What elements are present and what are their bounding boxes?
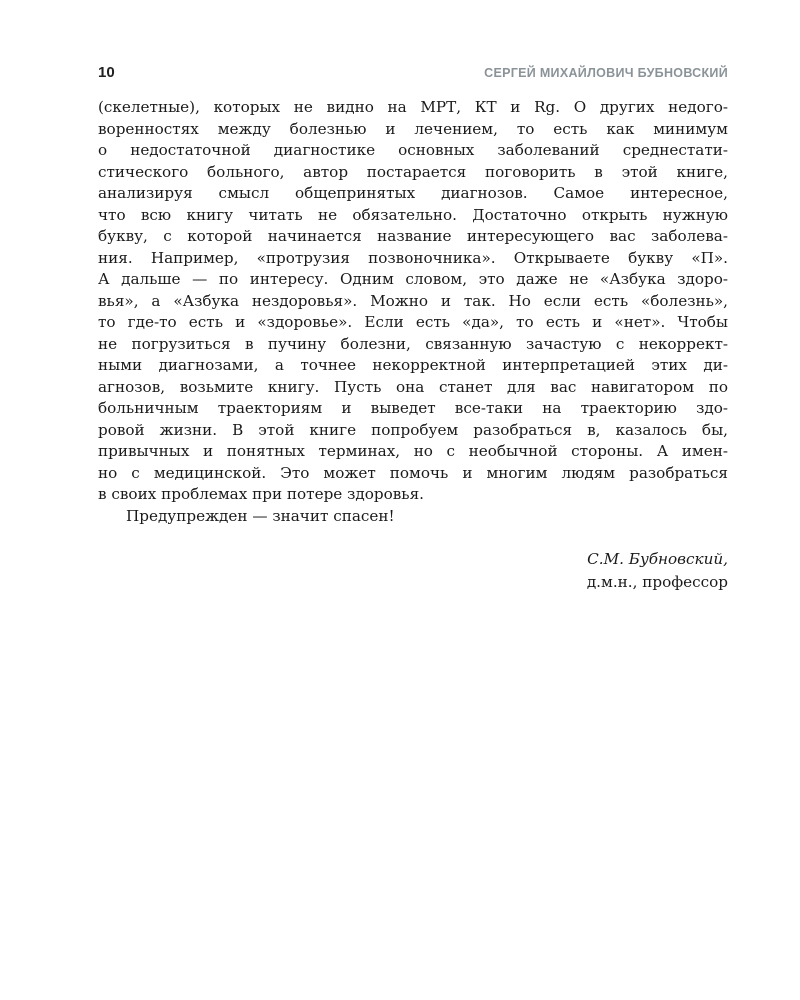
text-line: привычных и понятных терминах, но с необычной стороны. А имен- [98, 442, 728, 460]
text-line: агнозов, возьмите книгу. Пусть она станет для вас навигатором по [98, 377, 728, 396]
text-line: стического больного, автор постарается поговорить в этой книге, [98, 162, 728, 181]
text-line: анализируя смысл общепринятых диагнозов. Самое интересное, [98, 184, 728, 202]
text-line: о недостаточной диагностике основных заболеваний среднестати- [98, 141, 728, 159]
author-title: д.м.н., профессор [586, 573, 728, 591]
text-line: то где-то есть и «здоровье». Если есть «да», то есть и «нет». Чтобы [98, 313, 728, 331]
running-title: СЕРГЕЙ МИХАЙЛОВИЧ БУБНОВСКИЙ [484, 66, 728, 80]
text-line: больничным траекториям и выведет все-таки на траекторию здо- [98, 399, 728, 417]
text-line: ровой жизни. В этой книге попробуем разобраться в, казалось бы, [98, 420, 728, 439]
text-line: в своих проблемах при потере здоровья. [98, 485, 424, 503]
text-line: не погрузиться в пучину болезни, связанную зачастую с некоррект- [98, 334, 728, 353]
signature-block [587, 548, 728, 594]
closing-line: Предупрежден — значит спасен! [126, 506, 395, 525]
body-text [98, 97, 728, 527]
text-line: (скелетные), которых не видно на МРТ, КТ и Rg. О других недого- [98, 98, 728, 116]
running-header [98, 64, 728, 86]
text-line: вья», а «Азбука нездоровья». Можно и так. Но если есть «болезнь», [98, 291, 728, 310]
author-signature: С.М. Бубновский, [587, 550, 728, 568]
text-line: что всю книгу читать не обязательно. Достаточно открыть нужную [98, 205, 728, 224]
text-line: ными диагнозами, а точнее некорректной интерпретацией этих ди- [98, 356, 728, 374]
page-number: 10 [98, 64, 115, 81]
text-line: но с медицинской. Это может помочь и многим людям разобраться [98, 463, 728, 482]
text-line: А дальше — по интересу. Одним словом, это даже не «Азбука здоро- [98, 270, 728, 288]
text-line: букву, с которой начинается название интересующего вас заболева- [98, 227, 728, 245]
text-line: воренностях между болезнью и лечением, то есть как минимум [98, 119, 728, 138]
text-line: ния. Например, «протрузия позвоночника». Открываете букву «П». [98, 248, 728, 267]
